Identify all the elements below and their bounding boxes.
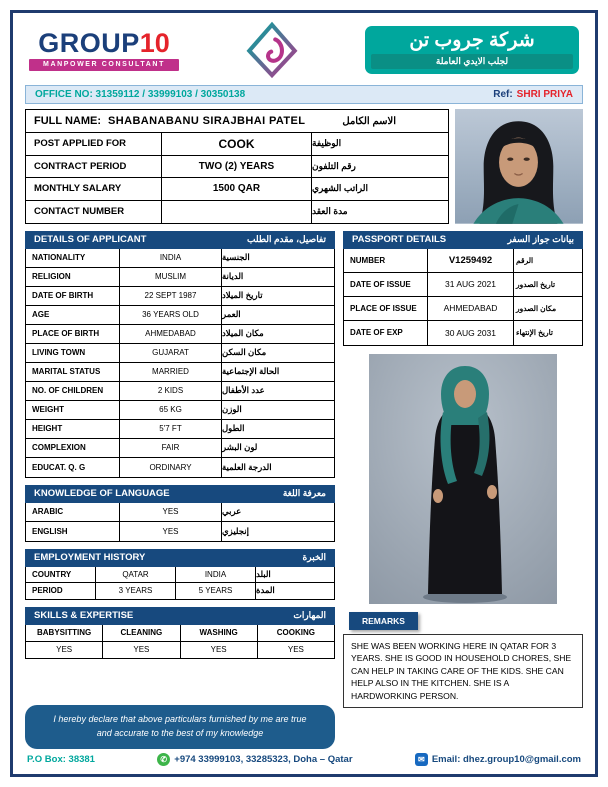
table-row <box>26 522 334 541</box>
identity-table <box>25 109 449 224</box>
field-value <box>162 201 312 223</box>
employment-section-header <box>25 549 335 567</box>
field-value: 31 AUG 2021 <box>428 273 514 296</box>
field-label: CONTRACT PERIOD <box>26 156 162 178</box>
passport-title: PASSPORT DETAILS <box>352 234 447 246</box>
field-label: ENGLISH <box>26 522 120 541</box>
field-label: MONTHLY SALARY <box>26 178 162 200</box>
table-row <box>26 458 334 477</box>
table-row <box>26 344 334 363</box>
field-value: COOK <box>162 133 312 155</box>
employment-table <box>25 567 335 600</box>
language-title-arabic: معرفة اللغة <box>282 488 326 499</box>
field-value: TWO (2) YEARS <box>162 156 312 178</box>
identity-row-post <box>26 133 448 156</box>
details-title-arabic: تفاصيل، مقدم الطلب <box>247 234 326 245</box>
field-label: RELIGION <box>26 268 120 286</box>
field-label-arabic: مكان الصدور <box>516 303 557 313</box>
passport-title-arabic: بيانات جواز السفر <box>507 234 574 245</box>
office-number-bar <box>25 85 583 104</box>
field-label: COMPLEXION <box>26 439 120 457</box>
table-row <box>344 297 582 321</box>
field-label-arabic: تاريخ الصدور <box>516 279 556 289</box>
field-label: NUMBER <box>344 249 428 272</box>
table-row <box>344 273 582 297</box>
table-row <box>26 503 334 522</box>
table-row <box>26 268 334 287</box>
remarks-badge: REMARKS <box>349 612 418 630</box>
field-label: PERIOD <box>26 583 96 599</box>
field-label-arabic: الديانة <box>222 271 244 282</box>
full-name-value: SHABANABANU SIRAJBHAI PATEL <box>108 115 306 127</box>
field-value: MARRIED <box>120 363 222 381</box>
field-value: AHMEDABAD <box>428 297 514 320</box>
table-row <box>26 325 334 344</box>
field-label: WEIGHT <box>26 401 120 419</box>
applicant-portrait-photo <box>455 109 583 224</box>
table-row <box>26 420 334 439</box>
logo-ten-text: 10 <box>139 27 170 58</box>
skill-value: YES <box>103 642 180 658</box>
employment-country-2: INDIA <box>176 567 256 582</box>
table-row <box>26 583 334 599</box>
details-table <box>25 249 335 478</box>
skills-value-row <box>26 642 334 658</box>
field-label-arabic: الرقم <box>516 255 534 265</box>
table-row <box>344 249 582 273</box>
table-row <box>26 382 334 401</box>
details-section-header <box>25 231 335 249</box>
company-tagline-arabic: لجلب الايدي العاملة <box>371 54 573 69</box>
field-value: YES <box>120 522 222 541</box>
field-value: 36 YEARS OLD <box>120 306 222 324</box>
identity-row-contact <box>26 201 448 223</box>
field-value: GUJARAT <box>120 344 222 362</box>
email-icon: ✉ <box>415 753 428 766</box>
skill-name: COOKING <box>276 628 315 638</box>
skills-title-arabic: المهارات <box>293 610 326 621</box>
field-label-arabic: المدة <box>256 585 275 596</box>
email-contact <box>415 753 581 766</box>
field-label-arabic: الراتب الشهري <box>312 183 368 194</box>
table-row <box>344 321 582 345</box>
table-row <box>26 439 334 458</box>
field-label-arabic: رقم التلفون <box>312 160 356 171</box>
header <box>25 19 583 85</box>
employment-title-arabic: الخبرة <box>302 552 326 563</box>
field-value: 1500 QAR <box>162 178 312 200</box>
identity-section <box>25 109 583 224</box>
details-title: DETAILS OF APPLICANT <box>34 234 147 246</box>
identity-row-salary <box>26 178 448 201</box>
identity-row-contract <box>26 156 448 179</box>
logo-text <box>29 27 179 58</box>
employment-country-1: QATAR <box>96 567 176 582</box>
language-title: KNOWLEDGE OF LANGUAGE <box>34 488 170 500</box>
declaration-box: I hereby declare that above particulars furnished by me are true and accurate to the best of my knowledge <box>25 705 335 749</box>
field-value: ORDINARY <box>120 458 222 477</box>
full-name-label: FULL NAME: <box>34 115 102 127</box>
field-label-arabic: مكان السكن <box>222 347 267 358</box>
field-label-arabic: الحالة الإجتماعية <box>222 366 280 377</box>
field-label-arabic: العمر <box>222 309 241 320</box>
skill-name: WASHING <box>181 625 258 641</box>
employment-period-2: 5 YEARS <box>176 583 256 599</box>
table-row <box>26 287 334 306</box>
skill-value: YES <box>287 645 304 655</box>
field-label-arabic: إنجليزي <box>222 525 249 536</box>
company-name-arabic-banner <box>365 26 579 75</box>
field-label: ARABIC <box>26 503 120 521</box>
field-value: MUSLIM <box>120 268 222 286</box>
field-label-arabic: الوزن <box>222 404 242 415</box>
skills-header-row <box>26 625 334 642</box>
field-label-arabic: تاريخ الإنتهاء <box>516 328 553 338</box>
field-label: MARITAL STATUS <box>26 363 120 381</box>
field-label-arabic: عدد الأطفال <box>222 385 265 396</box>
field-value: 22 SEPT 1987 <box>120 287 222 305</box>
phone-contact <box>157 753 352 766</box>
skills-table <box>25 625 335 659</box>
field-label: CONTACT NUMBER <box>26 201 162 223</box>
passport-table <box>343 249 583 346</box>
table-row <box>26 249 334 268</box>
field-label: DATE OF EXP <box>344 321 428 345</box>
field-value: AHMEDABAD <box>120 325 222 343</box>
full-name-row <box>26 110 448 133</box>
field-value: YES <box>120 503 222 521</box>
field-label-arabic: لون البشر <box>222 442 258 453</box>
field-label: POST APPLIED FOR <box>26 133 162 155</box>
table-row <box>26 567 334 583</box>
main-content <box>25 231 583 749</box>
footer <box>25 749 583 766</box>
field-value: FAIR <box>120 439 222 457</box>
passport-number: V1259492 <box>428 249 514 272</box>
field-value: 30 AUG 2031 <box>428 321 514 345</box>
table-row <box>26 306 334 325</box>
field-value: 65 KG <box>120 401 222 419</box>
field-label-arabic: الدرجة العلمية <box>222 461 272 472</box>
field-value: 2 KIDS <box>120 382 222 400</box>
po-box: P.O Box: 38381 <box>27 754 95 765</box>
field-label: COUNTRY <box>26 567 96 582</box>
field-label: AGE <box>26 306 120 324</box>
employment-title: EMPLOYMENT HISTORY <box>34 552 146 564</box>
field-label: DATE OF BIRTH <box>26 287 120 305</box>
field-label: NO. OF CHILDREN <box>26 382 120 400</box>
field-label: EDUCAT. Q. G <box>26 458 120 477</box>
skills-section-header <box>25 607 335 625</box>
field-value: 5'7 FT <box>120 420 222 438</box>
phone-icon: ✆ <box>157 753 170 766</box>
diamond-logo-icon <box>246 21 298 79</box>
group10-logo <box>29 27 179 71</box>
table-row <box>26 363 334 382</box>
field-label: PLACE OF BIRTH <box>26 325 120 343</box>
language-section-header <box>25 485 335 503</box>
office-number: OFFICE NO: 31359112 / 33999103 / 30350138 <box>35 89 246 100</box>
skills-title: SKILLS & EXPERTISE <box>34 610 134 622</box>
field-label-arabic: تاريخ الميلاد <box>222 290 263 301</box>
field-label-arabic: عربي <box>222 506 242 517</box>
remarks-text: SHE WAS BEEN WORKING HERE IN QATAR FOR 3 YEARS. SHE IS GOOD IN HOUSEHOLD CHORES, SHE CAN HELP IN TAKING CARE OF THE KIDS. SHE CAN HELP ALSO IN THE KITCHEN. SHE IS A HARDWORKING PERSON. <box>343 634 583 708</box>
full-name-label-arabic: الاسم الكامل <box>342 115 396 127</box>
field-label: LIVING TOWN <box>26 344 120 362</box>
field-label-arabic: الجنسية <box>222 252 250 263</box>
field-label: DATE OF ISSUE <box>344 273 428 296</box>
field-label-arabic: البلد <box>256 568 271 579</box>
left-column <box>25 231 335 749</box>
applicant-fullbody-photo <box>369 354 557 604</box>
ref-value: SHRI PRIYA <box>516 89 573 100</box>
phone-numbers: +974 33999103, 33285323, Doha – Qatar <box>174 754 353 765</box>
table-row <box>26 401 334 420</box>
company-name-arabic: شركة جروب تن <box>409 29 535 51</box>
skill-name: BABYSITTING <box>26 625 103 641</box>
field-label: NATIONALITY <box>26 249 120 267</box>
right-column <box>343 231 583 749</box>
field-label-arabic: الوظيفة <box>312 138 342 149</box>
reference <box>493 89 573 100</box>
passport-section-header <box>343 231 583 249</box>
field-value: INDIA <box>120 249 222 267</box>
skill-value: YES <box>26 642 103 658</box>
email-address: Email: dhez.group10@gmail.com <box>431 754 581 765</box>
logo-tagline: MANPOWER CONSULTANT <box>29 59 179 71</box>
field-label-arabic: الطول <box>222 423 245 434</box>
skill-name: CLEANING <box>103 625 180 641</box>
logo-group-text: GROUP <box>38 27 140 58</box>
ref-label: Ref: <box>493 89 513 100</box>
field-label-arabic: مكان الميلاد <box>222 328 264 339</box>
employment-period-1: 3 YEARS <box>96 583 176 599</box>
field-label-arabic: مدة العقد <box>312 206 348 217</box>
language-table <box>25 503 335 542</box>
field-label: PLACE OF ISSUE <box>344 297 428 320</box>
skill-value: YES <box>181 642 258 658</box>
document-page <box>10 10 598 777</box>
field-label: HEIGHT <box>26 420 120 438</box>
